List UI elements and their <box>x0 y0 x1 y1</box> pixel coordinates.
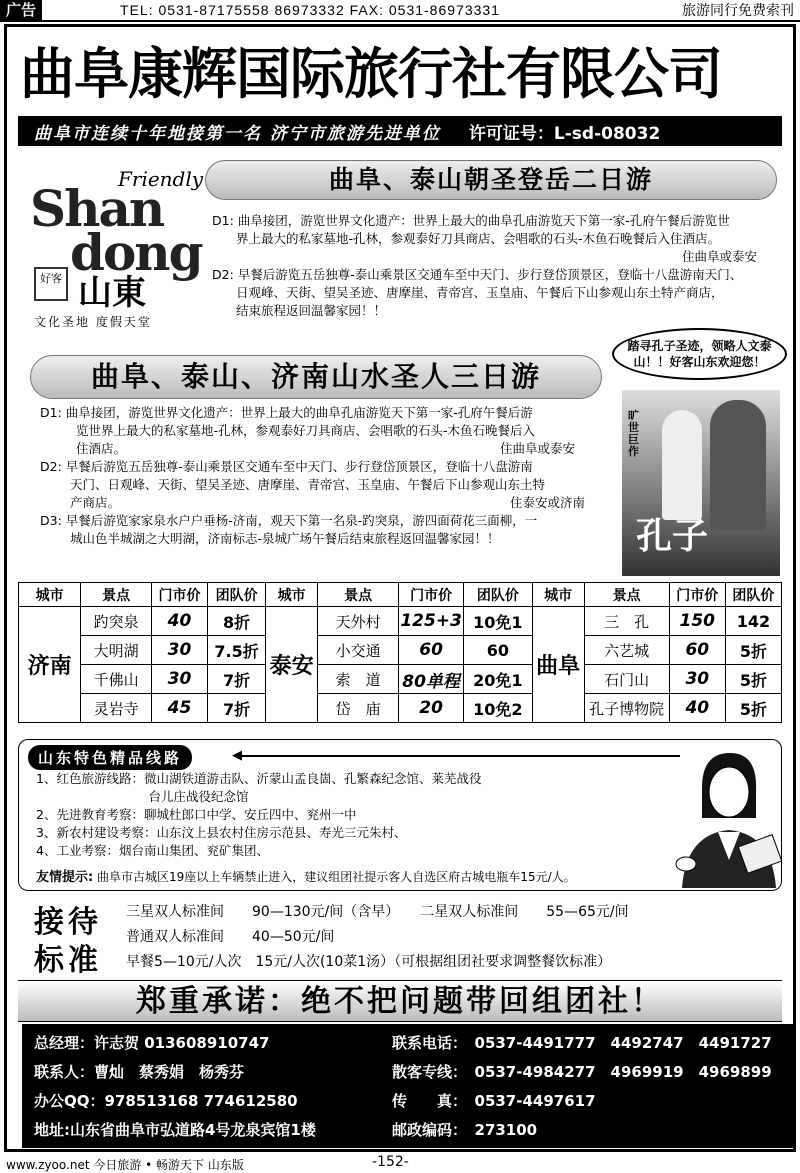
scenic-spot: 小交通 <box>318 636 399 665</box>
group-price: 7.5折 <box>208 636 266 665</box>
tel-fax-line: TEL: 0531-87175558 86973332 FAX: 0531-86973331 <box>120 2 500 18</box>
group-price: 142 <box>725 607 781 636</box>
tour2-line: 产商店。 <box>70 495 121 510</box>
scenic-spot: 千佛山 <box>81 665 152 694</box>
header-cell: 门市价 <box>399 583 464 607</box>
tour2-line: 览世界上最大的私家墓地-孔林，参观泰好刀具商店、会唱歌的石头-木鱼石晚餐后入 <box>76 423 536 438</box>
poster-figure-woman <box>662 410 702 520</box>
free-catalog-note: 旅游同行免费索刊 <box>682 3 794 19</box>
group-price: 7折 <box>208 665 266 694</box>
gate-price: 30 <box>669 665 725 694</box>
license-number: 许可证号：L-sd-08032 <box>468 123 661 144</box>
group-price: 60 <box>464 636 533 665</box>
route-line: 4、工业考察：烟台南山集团、兖矿集团、 <box>36 843 269 858</box>
table-row <box>19 665 782 694</box>
routes-divider <box>240 755 680 757</box>
tour1-line: 结束旅程返回温馨家园！！ <box>236 303 387 318</box>
tour2-line: 住酒店。 <box>76 441 127 456</box>
group-price: 7折 <box>208 694 266 723</box>
scenic-spot: 孔子博物院 <box>584 694 669 723</box>
tip-label: 友情提示: <box>36 870 94 885</box>
postal-code: 邮政编码： 273100 <box>392 1121 538 1139</box>
scenic-spot: 趵突泉 <box>81 607 152 636</box>
header-cell: 景点 <box>318 583 399 607</box>
logo-seal: 好客 <box>34 267 68 301</box>
confucius-movie-poster <box>622 390 780 576</box>
table-header-row <box>19 583 782 607</box>
tour1-line: 日观峰、天街、望吴圣迹、唐摩崖、青帝宫、玉皇庙、午餐后下山参观山东土特产商店， <box>236 285 724 300</box>
contact-people: 联系人：曹灿 蔡秀娟 杨秀芬 <box>34 1063 245 1081</box>
gate-price: 150 <box>669 607 725 636</box>
scenic-spot: 索 道 <box>318 665 399 694</box>
header-cell: 团队价 <box>464 583 533 607</box>
group-price: 10免2 <box>464 694 533 723</box>
commitment-banner: 郑重承诺：绝不把问题带回组团社！ <box>18 980 782 1022</box>
poster-side-text: 旷世巨作 <box>628 409 639 458</box>
page-number: -152- <box>372 1154 409 1170</box>
contact-phone: 联系电话： 0537-4491777 4492747 4491727 <box>392 1034 772 1052</box>
header-cell: 团队价 <box>725 583 781 607</box>
tour1-itinerary <box>212 212 757 320</box>
gate-price: 60 <box>399 636 464 665</box>
scenic-spot: 灵岩寺 <box>81 694 152 723</box>
header-cell: 城市 <box>266 583 318 607</box>
tour1-line: D2: 早餐后游览五岳独尊-泰山乘景区交通车至中天门、步行登岱顶景区，登临十八盘游南天门、 <box>212 267 743 282</box>
reception-label-2: 标准 <box>34 943 102 978</box>
scenic-spot: 石门山 <box>584 665 669 694</box>
table-row <box>19 607 782 636</box>
city-qufu: 曲阜 <box>532 607 584 723</box>
logo-shan: Shan <box>30 179 164 238</box>
logo-friendly: Friendly <box>118 167 204 191</box>
tour2-line: 城山色半城湖之大明湖，济南标志-泉城广场午餐后结束旅程返回温馨家园！！ <box>70 531 500 546</box>
city-jinan: 济南 <box>19 607 81 723</box>
gate-price: 20 <box>399 694 464 723</box>
slogan: 曲阜市连续十年地接第一名 济宁市旅游先进单位 <box>34 123 441 144</box>
ad-label: 广告 <box>0 0 42 21</box>
tour2-line: D2: 早餐后游览五岳独尊-泰山乘景区交通车至中天门、步行登岱顶景区，登临十八盘游南 <box>40 459 533 474</box>
tour2-stay: 住曲阜或泰安 <box>500 441 576 456</box>
group-price: 5折 <box>725 636 781 665</box>
tour2-line: D1: 曲阜接团，游览世界文化遗产：世界上最大的曲阜孔庙游览天下第一家-孔府午餐后游 <box>40 405 533 420</box>
route-line: 台儿庄战役纪念馆 <box>36 789 249 804</box>
tour2-title: 曲阜、泰山、济南山水圣人三日游 <box>30 355 602 399</box>
speech-bubble: 踏寻孔子圣迹，领略人文泰山！！好客山东欢迎您！ <box>612 328 787 380</box>
reception-line: 普通双人标准间 40—50元/间 <box>126 929 335 945</box>
reception-line: 三星双人标准间 90—130元/间（含早） 二星双人标准间 55—65元/间 <box>126 904 629 920</box>
gate-price: 30 <box>151 636 207 665</box>
reception-standards <box>18 893 782 977</box>
scenic-spot: 六艺城 <box>584 636 669 665</box>
header-cell: 门市价 <box>669 583 725 607</box>
group-price: 5折 <box>725 665 781 694</box>
individual-hotline: 散客专线： 0537-4984277 4969919 4969899 <box>392 1063 772 1081</box>
shandong-logo <box>30 165 205 335</box>
scenic-spot: 大明湖 <box>81 636 152 665</box>
logo-dong: dong <box>70 223 202 282</box>
route-line: 3、新农村建设考察：山东汶上县农村住房示范县、寿光三元朱村、 <box>36 825 407 840</box>
tour2-line: D3: 早餐后游览家家泉水户户垂杨-济南，观天下第一名泉-趵突泉，游四面荷花三面柳，一 <box>40 513 538 528</box>
tour1-line: D1: 曲阜接团，游览世界文化遗产：世界上最大的曲阜孔庙游览天下第一家-孔府午餐后游览世 <box>212 213 730 228</box>
tip-text: 曲阜市古城区19座以上车辆禁止进入，建议组团社提示客人自选区府古城电瓶车15元/人。 <box>97 870 576 884</box>
reception-line: 早餐5—10元/人次 15元/人次(10菜1汤）（可根据组团社要求调整餐饮标准） <box>126 954 612 970</box>
ticket-price-table <box>18 582 782 723</box>
header-cell: 城市 <box>532 583 584 607</box>
poster-figure-confucius <box>710 400 766 530</box>
tour2-stay: 住泰安或济南 <box>510 495 586 510</box>
tour2-itinerary <box>40 404 585 548</box>
group-price: 8折 <box>208 607 266 636</box>
header-cell: 门市价 <box>151 583 207 607</box>
group-price: 10免1 <box>464 607 533 636</box>
city-taian: 泰安 <box>266 607 318 723</box>
arrow-left-icon: ◀ <box>232 748 242 763</box>
contact-block <box>22 1024 794 1148</box>
group-price: 20免1 <box>464 665 533 694</box>
tour2-line: 天门、日观峰、天街、望吴圣迹、唐摩崖、青帝宫、玉皇庙、午餐后下山参观山东土特 <box>70 477 546 492</box>
top-bar <box>0 0 800 22</box>
poster-title: 孔子 <box>636 515 709 557</box>
scenic-spot: 三 孔 <box>584 607 669 636</box>
header-cell: 城市 <box>19 583 81 607</box>
fax: 传 真： 0537-4497617 <box>392 1092 596 1110</box>
scenic-spot: 岱 庙 <box>318 694 399 723</box>
route-line: 2、先进教育考察：聊城杜郎口中学、安丘四中、兖州一中 <box>36 807 357 822</box>
gate-price: 40 <box>669 694 725 723</box>
logo-shandong-chinese: 山東 <box>78 273 146 313</box>
slogan-bar <box>18 116 782 146</box>
gate-price: 125+3 <box>399 607 464 636</box>
general-manager: 总经理：许志贺 013608910747 <box>34 1034 270 1052</box>
tour1-stay: 住曲阜或泰安 <box>682 249 758 264</box>
friendly-tip <box>36 866 576 885</box>
company-name: 曲阜康辉国际旅行社有限公司 <box>20 41 723 106</box>
address: 地址:山东省曲阜市弘道路4号龙泉宾馆1楼 <box>34 1121 316 1139</box>
routes-title: 山东特色精品线路 <box>28 745 192 770</box>
gate-price: 40 <box>151 607 207 636</box>
logo-tagline: 文化圣地 度假天堂 <box>34 315 152 329</box>
header-cell: 景点 <box>584 583 669 607</box>
header-cell: 团队价 <box>208 583 266 607</box>
gate-price: 80单程 <box>399 665 464 694</box>
tour1-line: 界上最大的私家墓地-孔林，参观泰好刀具商店、会唱歌的石头-木鱼石晚餐后入住酒店。 <box>236 231 721 246</box>
gate-price: 30 <box>151 665 207 694</box>
table-row <box>19 636 782 665</box>
tour1-title: 曲阜、泰山朝圣登岳二日游 <box>205 160 777 200</box>
guide-lady-illustration <box>672 748 782 888</box>
footer-site: www.zyoo.net 今日旅游 • 畅游天下 山东版 <box>6 1158 244 1172</box>
routes-list <box>36 770 481 860</box>
office-qq: 办公QQ：978513168 774612580 <box>34 1092 298 1110</box>
group-price: 5折 <box>725 694 781 723</box>
scenic-spot: 天外村 <box>318 607 399 636</box>
reception-label-1: 接待 <box>34 905 102 940</box>
header-cell: 景点 <box>81 583 152 607</box>
gate-price: 45 <box>151 694 207 723</box>
table-row <box>19 694 782 723</box>
gate-price: 60 <box>669 636 725 665</box>
route-line: 1、红色旅游线路：微山湖铁道游击队、沂蒙山孟良崮、孔繁森纪念馆、莱芜战役 <box>36 771 482 786</box>
